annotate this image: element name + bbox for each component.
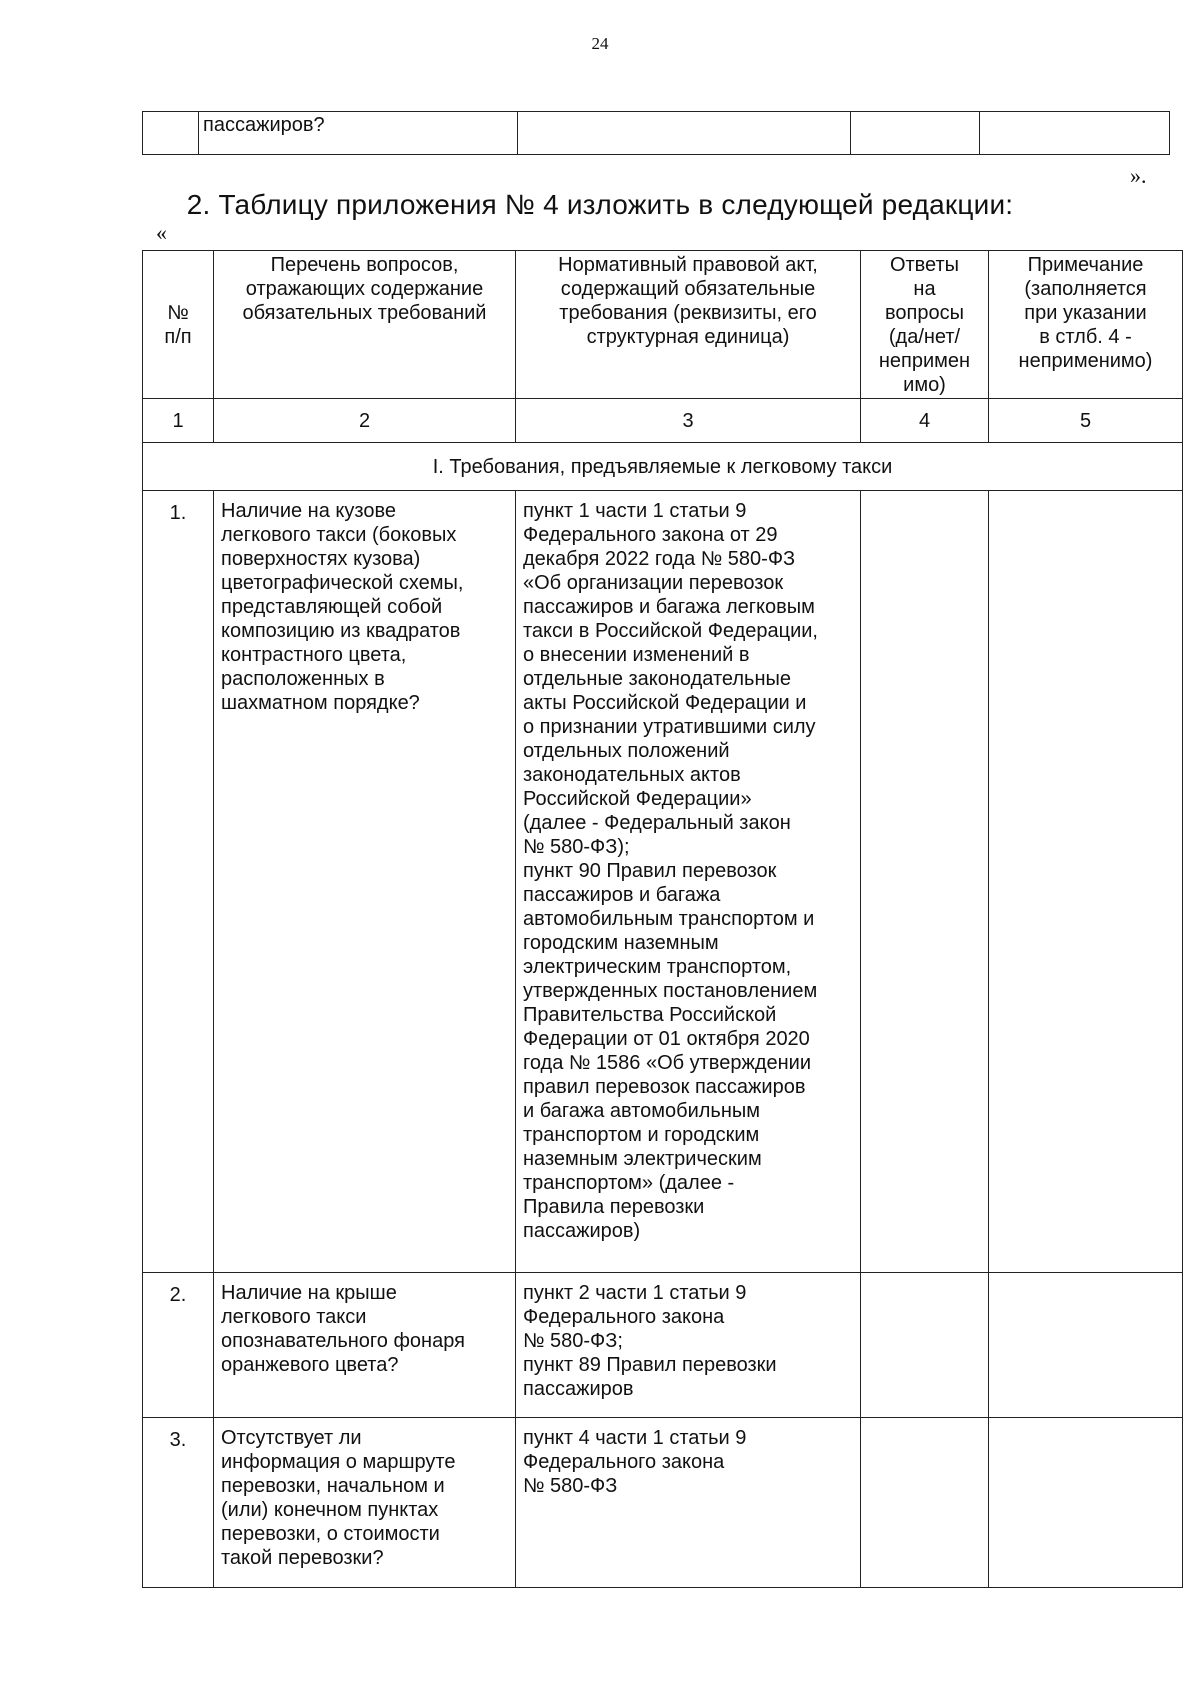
column-number-row xyxy=(143,399,1183,443)
header-legal-act: Нормативный правовой акт, содержащий обязательные требования (реквизиты, его структурная единица) xyxy=(516,251,861,399)
table-cell xyxy=(143,112,199,155)
table-header-row xyxy=(143,251,1183,399)
row-note xyxy=(989,491,1183,1273)
row-answer xyxy=(861,1273,989,1418)
row-legal-act: пункт 1 части 1 статьи 9 Федерального закона от 29 декабря 2022 года № 580-ФЗ «Об организации перевозок пассажиров и багажа легковым такси в Российской Федерации, о внесении изменений в отдельные законодательные акты Российской Федерации и о признании утратившими силу отдельных положений законодательных актов Российской Федерации» (далее - Федеральный закон № 580-ФЗ); пункт 90 Правил перевозок пассажиров и багажа автомобильным транспортом и городским наземным электрическим транспортом, утвержденных постановлением Правительства Российской Федерации от 01 октября 2020 года № 1586 «Об утверждении правил перевозок пассажиров и багажа автомобильным транспортом и городским наземным электрическим транспортом» (далее - Правила перевозки пассажиров) xyxy=(516,491,861,1273)
table-cell xyxy=(518,112,851,155)
row-legal-act: пункт 4 части 1 статьи 9 Федерального закона № 580-ФЗ xyxy=(516,1418,861,1588)
requirements-table xyxy=(142,250,1183,1588)
previous-table-tail xyxy=(142,111,1170,155)
row-note xyxy=(989,1418,1183,1588)
row-number: 3. xyxy=(143,1418,214,1588)
header-number: № п/п xyxy=(143,251,214,399)
closing-quote: ». xyxy=(1130,163,1147,188)
table-row xyxy=(143,1418,1183,1588)
opening-quote: « xyxy=(156,220,167,245)
row-answer xyxy=(861,491,989,1273)
table-row xyxy=(143,112,1170,155)
section-title: I. Требования, предъявляемые к легковому такси xyxy=(143,443,1183,491)
header-questions: Перечень вопросов, отражающих содержание обязательных требований xyxy=(214,251,516,399)
table-row xyxy=(143,491,1183,1273)
table-row xyxy=(143,1273,1183,1418)
row-question: Наличие на крыше легкового такси опознавательного фонаря оранжевого цвета? xyxy=(214,1273,516,1418)
column-number: 2 xyxy=(214,399,516,443)
table-cell xyxy=(980,112,1170,155)
header-note: Примечание (заполняется при указании в стлб. 4 - неприменимо) xyxy=(989,251,1183,399)
section-row xyxy=(143,443,1183,491)
page-number: 24 xyxy=(591,34,609,53)
table-cell xyxy=(851,112,980,155)
row-question: Наличие на кузове легкового такси (боковых поверхностях кузова) цветографической схемы, представляющей собой композицию из квадратов контрастного цвета, расположенных в шахматном порядке? xyxy=(214,491,516,1273)
header-answers: Ответы на вопросы (да/нет/ непримен имо) xyxy=(861,251,989,399)
row-note xyxy=(989,1273,1183,1418)
row-answer xyxy=(861,1418,989,1588)
row-question: Отсутствует ли информация о маршруте перевозки, начальном и (или) конечном пунктах перевозки, о стоимости такой перевозки? xyxy=(214,1418,516,1588)
column-number: 5 xyxy=(989,399,1183,443)
column-number: 4 xyxy=(861,399,989,443)
table-cell: пассажиров? xyxy=(199,112,518,155)
row-legal-act: пункт 2 части 1 статьи 9 Федерального закона № 580-ФЗ; пункт 89 Правил перевозки пассажиров xyxy=(516,1273,861,1418)
row-number: 2. xyxy=(143,1273,214,1418)
column-number: 3 xyxy=(516,399,861,443)
section-heading: 2. Таблицу приложения № 4 изложить в следующей редакции: xyxy=(186,189,1014,220)
row-number: 1. xyxy=(143,491,214,1273)
column-number: 1 xyxy=(143,399,214,443)
